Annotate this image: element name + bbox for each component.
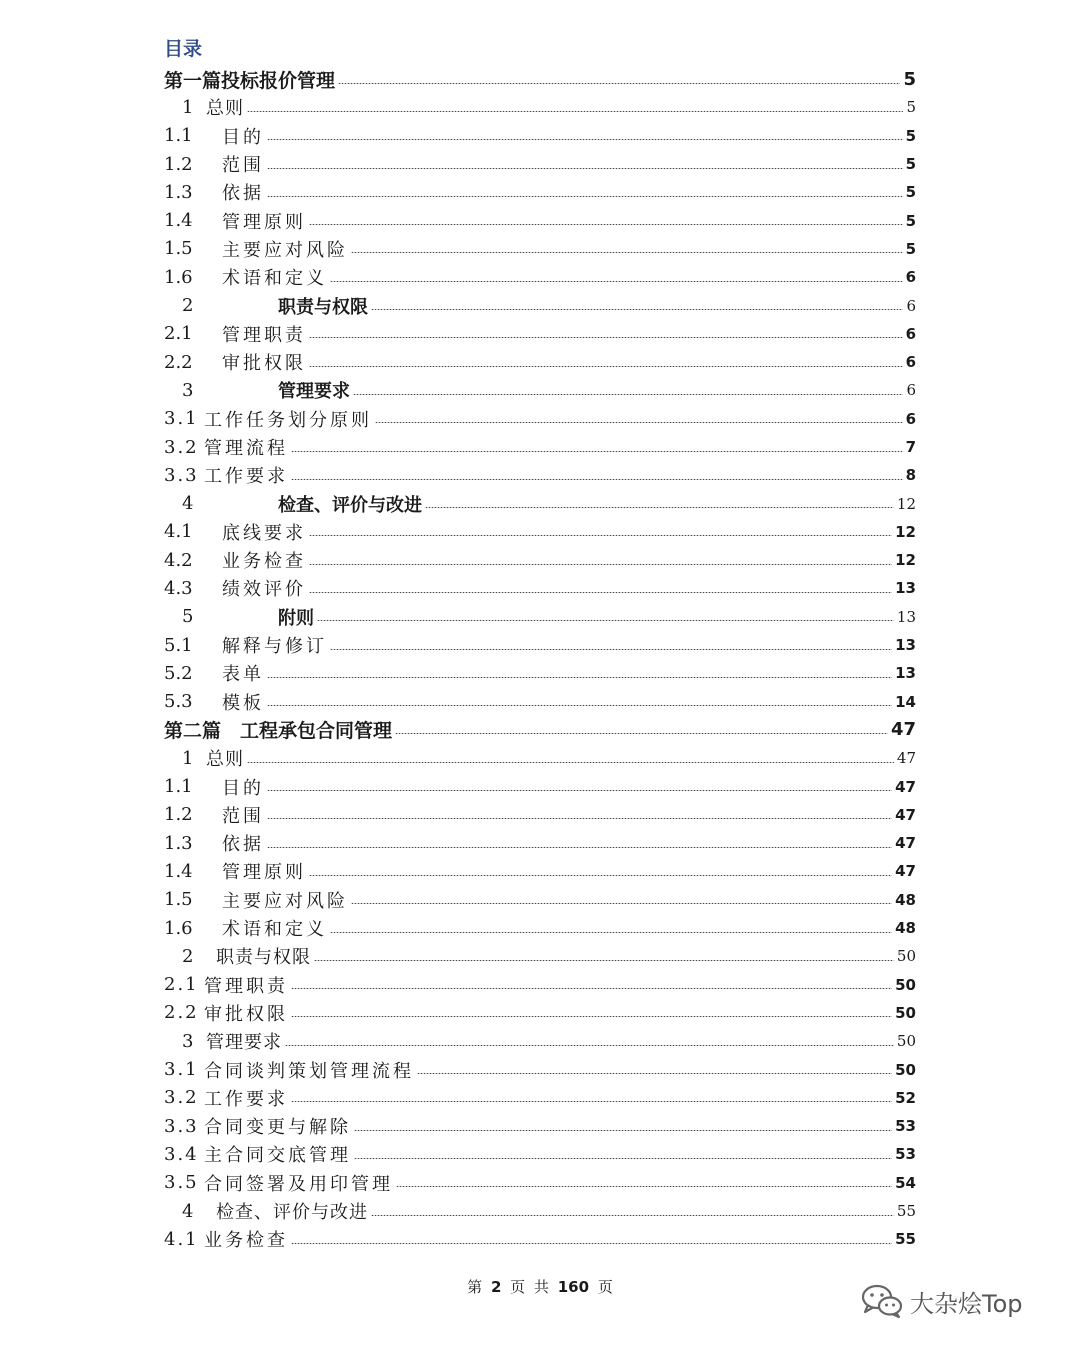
footer-page-number: 2 [490,1278,502,1296]
toc-entry-page: 54 [895,1173,916,1192]
toc-entry-label: 模板 [222,692,264,714]
toc-entry-label: 范围 [222,155,264,177]
toc-entry-number: 3.1 [164,408,199,430]
toc-entry-number: 1.6 [164,917,193,939]
dot-leader [285,1045,894,1046]
dot-leader [247,111,903,112]
watermark-text: 大杂烩Top [910,1289,1023,1318]
toc-entry-label: 总则 [206,98,244,120]
dot-leader [353,394,903,395]
dot-leader [338,83,900,84]
dot-leader [291,1101,892,1102]
toc-entry-page: 5 [903,68,916,90]
toc-entry-label: 检查、评价与改进 [216,1202,368,1224]
dot-leader [417,1073,892,1074]
toc-entry[interactable] [164,178,916,206]
toc-entry[interactable] [164,688,916,716]
toc-entry-page: 6 [905,409,916,428]
dot-leader [371,309,903,310]
toc-entry-label: 管理要求 [206,1032,282,1054]
toc-entry[interactable] [164,1112,916,1140]
dot-leader [351,903,892,904]
toc-entry-number: 2 [182,295,194,317]
toc-entry[interactable] [164,716,916,744]
toc-entry-label: 附则 [278,607,314,629]
toc-entry[interactable] [164,886,916,914]
toc-entry[interactable] [164,546,916,574]
dot-leader [395,733,888,734]
toc-entry[interactable] [164,1084,916,1112]
toc-entry[interactable] [164,320,916,348]
toc-entry[interactable] [164,405,916,433]
toc-title: 目录 [164,38,203,60]
toc-entry-page: 5 [905,239,916,258]
toc-entry[interactable] [164,291,916,319]
toc-entry-page: 48 [895,919,916,938]
dot-leader [267,705,892,706]
toc-entry-number: 4.2 [164,549,193,571]
toc-entry-number: 5.1 [164,634,193,656]
dot-leader [267,196,903,197]
toc-entry-page: 6 [905,268,916,287]
toc-entry-number: 4.1 [164,1228,199,1250]
toc-entry[interactable] [164,857,916,885]
dot-leader [371,1215,894,1216]
toc-entry[interactable] [164,433,916,461]
toc-entry-label: 检查、评价与改进 [278,494,422,516]
toc-entry-label: 职责与权限 [216,947,311,969]
toc-entry-number: 5 [182,606,194,628]
toc-entry-label: 解释与修订 [222,636,327,658]
dot-leader [314,960,894,961]
toc-entry-number: 2.1 [164,323,193,345]
toc-entry-number: 1.5 [164,889,193,911]
toc-entry-label: 审批权限 [222,353,306,375]
toc-entry-page: 55 [895,1230,916,1249]
toc-entry-label: 工作要求 [204,466,288,488]
dot-leader [317,620,894,621]
footer-prefix: 第 [467,1278,483,1296]
toc-entry-page: 48 [895,890,916,909]
toc-entry-number: 4 [182,493,194,515]
toc-entry-page: 53 [895,1145,916,1164]
toc-entry-page: 55 [896,1202,916,1221]
dot-leader [267,168,903,169]
toc-entry-number: 1.2 [164,153,193,175]
toc-entry-number: 2 [182,945,194,967]
toc-entry[interactable] [164,235,916,263]
dot-leader [354,1158,892,1159]
toc-entry-label: 目的 [222,777,264,799]
toc-entry[interactable] [164,574,916,602]
toc-entry[interactable] [164,603,916,631]
toc-entry-number: 1.2 [164,804,193,826]
toc-entry-page: 6 [906,296,916,315]
toc-entry-label: 管理原则 [222,211,306,233]
toc-entry-page: 13 [896,607,916,626]
toc-entry-label: 管理职责 [222,324,306,346]
toc-entry-page: 5 [905,183,916,202]
toc-entry[interactable] [164,122,916,150]
dot-leader [351,252,903,253]
toc-entry-number: 1.6 [164,266,193,288]
dot-leader [309,592,892,593]
toc-entry-label: 第二篇 工程承包合同管理 [164,720,393,743]
toc-entry[interactable] [164,659,916,687]
toc-entry-page: 7 [905,438,916,456]
toc-entry-number: 3 [182,1030,194,1052]
toc-entry[interactable] [164,829,916,857]
toc-entry-number: 1.1 [164,125,193,147]
dot-leader [291,1016,892,1017]
toc-entry-label: 术语和定义 [222,919,327,941]
toc-entry-page: 12 [896,494,916,513]
toc-entry-page: 50 [895,1060,916,1079]
toc-entry-number: 3.1 [164,1059,199,1081]
toc-entry-number: 3.3 [164,1115,199,1137]
toc-entry-page: 47 [895,805,916,824]
toc-entry-page: 12 [895,522,916,541]
dot-leader [267,790,892,791]
toc-entry[interactable] [164,93,916,121]
toc-entry[interactable] [164,631,916,659]
toc-entry-page: 8 [905,466,916,485]
toc-entry[interactable] [164,1197,916,1225]
toc-entry[interactable] [164,942,916,970]
toc-entry-number: 4.1 [164,521,193,543]
toc-entry[interactable] [164,461,916,489]
dot-leader [330,932,892,933]
dot-leader [354,1130,892,1131]
toc-entry[interactable] [164,489,916,517]
toc-entry-label: 依据 [222,183,264,205]
toc-entry-number: 1.5 [164,238,193,260]
toc-entry-label: 底线要求 [222,522,306,544]
toc-entry-number: 1.3 [164,832,193,854]
dot-leader [309,224,903,225]
toc-entry-number: 2.2 [164,351,193,373]
toc-entry-page: 5 [906,98,916,117]
toc-entry-number: 1.4 [164,860,193,882]
toc-entry[interactable] [164,1027,916,1055]
toc-entry-label: 管理流程 [204,438,288,459]
toc-entry-page: 47 [890,719,916,741]
dot-leader [375,422,903,423]
toc-entry-number: 3.2 [164,1087,199,1109]
toc-entry-number: 3.3 [164,464,199,486]
dot-leader [267,818,892,819]
toc-entry-number: 1.4 [164,210,193,232]
toc-entry-label: 主要应对风险 [222,890,348,912]
toc-entry-label: 合同谈判策划管理流程 [204,1060,414,1082]
toc-entry-label: 主要应对风险 [222,239,348,261]
toc-entry-page: 14 [895,692,916,711]
toc-entry[interactable] [164,65,916,93]
toc-entry-page: 53 [895,1117,916,1136]
toc-entry[interactable] [164,206,916,234]
toc-entry-label: 管理原则 [222,862,306,884]
toc-entry[interactable] [164,518,916,546]
toc-entry-label: 绩效评价 [222,579,306,601]
toc-entry-label: 业务检查 [204,1230,288,1252]
toc-entry-page: 50 [896,947,916,966]
toc-entry-label: 表单 [222,664,264,686]
toc-entry-label: 范围 [222,805,264,827]
toc-entry-number: 3.4 [164,1143,199,1165]
footer-middle: 页 共 [510,1278,549,1296]
toc-entry-number: 4 [182,1200,194,1222]
dot-leader [267,677,892,678]
toc-entry[interactable] [164,744,916,772]
toc-entry-label: 主合同交底管理 [204,1145,351,1167]
toc-entry-number: 3.5 [164,1172,199,1194]
toc-entry-label: 术语和定义 [222,268,327,290]
toc-entry[interactable] [164,971,916,999]
toc-entry-label: 合同签署及用印管理 [204,1173,393,1195]
toc-entry-label: 合同变更与解除 [204,1117,351,1139]
toc-entry-label: 业务检查 [222,551,306,573]
dot-leader [330,649,892,650]
toc-entry-page: 50 [895,975,916,994]
dot-leader [309,337,903,338]
toc-entry[interactable] [164,263,916,291]
dot-leader [309,564,892,565]
toc-entry-number: 2.2 [164,1002,199,1024]
toc-entry-page: 47 [895,777,916,796]
toc-entry-number: 5.2 [164,662,193,684]
toc-entry-number: 3 [182,379,194,401]
toc-entry-number: 1 [182,747,194,769]
toc-entry-label: 工作要求 [204,1088,288,1110]
toc-entry[interactable] [164,348,916,376]
table-of-contents [164,65,916,1253]
toc-entry-page: 47 [895,834,916,853]
toc-entry-page: 6 [905,324,916,343]
dot-leader [291,988,892,989]
toc-entry-number: 2.1 [164,974,199,996]
toc-entry-page: 47 [895,862,916,881]
toc-entry-number: 4.3 [164,577,193,599]
toc-entry-page: 13 [895,579,916,598]
toc-entry-label: 依据 [222,834,264,856]
footer-suffix: 页 [597,1278,613,1296]
dot-leader [309,875,892,876]
dot-leader [291,451,903,452]
toc-entry-label: 目的 [222,126,264,148]
toc-entry[interactable] [164,801,916,829]
toc-entry-number: 1 [182,96,194,118]
toc-entry[interactable] [164,150,916,178]
toc-entry-number: 1.3 [164,181,193,203]
toc-entry-number: 5.3 [164,691,193,713]
dot-leader [330,281,903,282]
footer-total-pages: 160 [557,1278,590,1296]
toc-entry[interactable] [164,1225,916,1253]
toc-entry-page: 5 [905,211,916,230]
toc-entry-page: 47 [896,749,916,768]
watermark [860,1283,1023,1319]
toc-entry-label: 管理职责 [204,975,288,997]
toc-entry-label: 管理要求 [278,381,350,403]
dot-leader [396,1186,892,1187]
toc-entry-page: 5 [905,126,916,145]
toc-entry[interactable] [164,999,916,1027]
toc-entry-page: 13 [895,664,916,683]
wechat-icon [860,1283,904,1319]
toc-entry-label: 职责与权限 [278,296,368,318]
toc-entry-page: 6 [905,353,916,372]
toc-entry[interactable] [164,1140,916,1168]
toc-entry[interactable] [164,376,916,404]
dot-leader [267,139,903,140]
dot-leader [425,507,894,508]
toc-entry-label: 第一篇投标报价管理 [164,69,336,92]
toc-entry-page: 5 [905,155,916,174]
toc-entry-page: 50 [896,1032,916,1051]
dot-leader [291,1243,892,1244]
toc-entry[interactable] [164,1055,916,1083]
dot-leader [247,762,894,763]
toc-entry-label: 工作任务划分原则 [204,409,372,431]
toc-entry[interactable] [164,914,916,942]
dot-leader [267,847,892,848]
toc-entry[interactable] [164,1169,916,1197]
toc-entry-page: 12 [895,551,916,570]
toc-entry-number: 3.2 [164,436,199,458]
toc-entry-page: 6 [906,381,916,400]
dot-leader [309,366,903,367]
toc-entry-page: 50 [895,1003,916,1022]
toc-entry-label: 总则 [206,749,244,771]
toc-entry-page: 52 [895,1088,916,1107]
toc-entry-number: 1.1 [164,776,193,798]
toc-entry-label: 审批权限 [204,1003,288,1025]
toc-entry[interactable] [164,772,916,800]
dot-leader [291,479,903,480]
toc-entry-page: 13 [895,636,916,655]
dot-leader [309,535,892,536]
